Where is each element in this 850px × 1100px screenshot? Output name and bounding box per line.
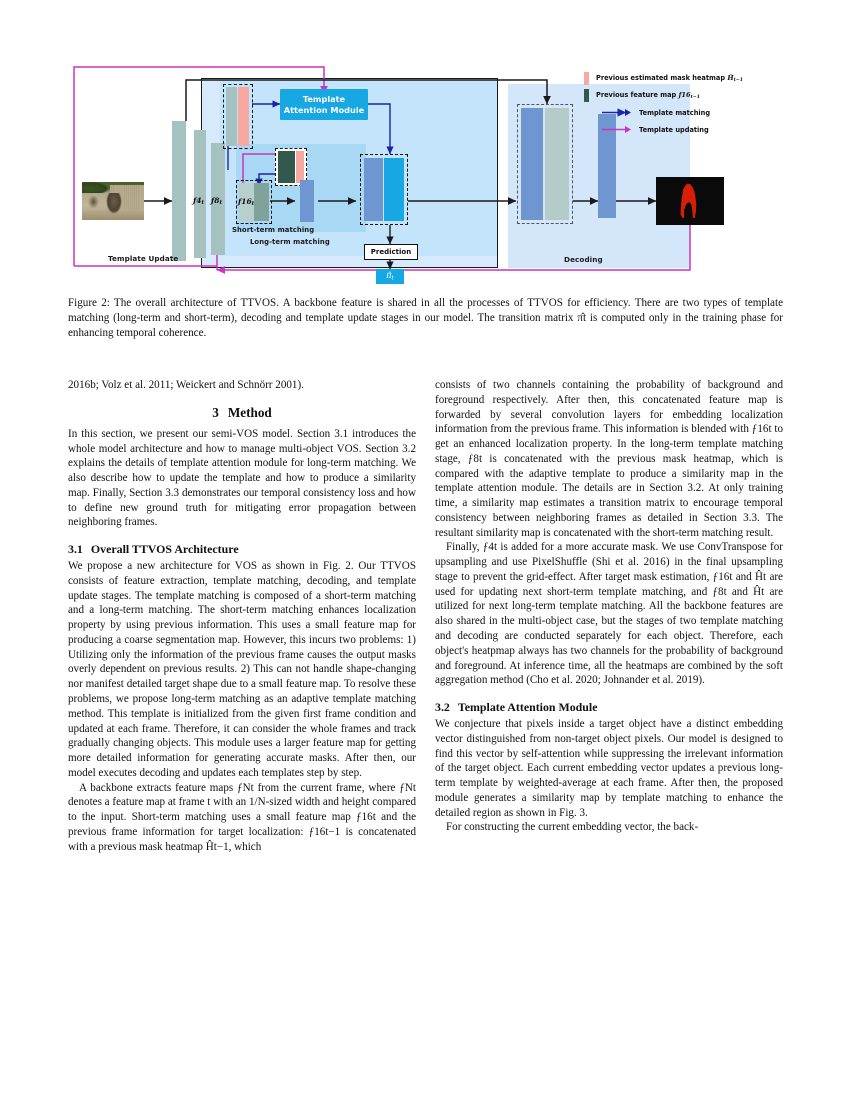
legend-swatch-prev-feature <box>584 89 589 102</box>
prediction-label: Prediction <box>370 248 412 256</box>
section-3-1-heading <box>68 542 416 557</box>
input-frame-image <box>82 182 144 220</box>
legend-row-prev-feature <box>584 87 784 104</box>
body-column-right <box>435 378 783 835</box>
paragraph-short-term-detail: consists of two channels containing the probability of background and foreground respectively. After then, this concatenated feature map is forwarded by several convolution layers for embedding localization information from the previous frame. This information is blended with ƒ16t to get an enhanced localization property. In the long-term template matching stage, ƒ8t is concatenated with the previous mask heatmap, which is compared with the adaptive template to produce a similarity map in the template attention module. The details are in Section 3.2. At only training time, a similarity map estimates a transition matrix to encourage temporal consistency between neighboring frames as detailed in Section 3.3. The resultant similarity map is concatenated with the short-term matching result. <box>435 379 783 539</box>
legend-label-prev-mask: Previous estimated mask heatmap $Ĥ_{t-1}$ <box>596 73 744 84</box>
method-intro-paragraph: In this section, we present our semi-VOS model. Section 3.1 introduces the whole model architecture and how to manage multi-object VOS. Section 3.2 explains the details of template attention module for long-term matching. We also describe how to update the template and how to produce a similarity map. Finally, Section 3.3 demonstrates our temporal consistency loss and how to define new ground truth for mitigating error propagation between neighboring frames. <box>68 427 416 529</box>
prev-mask-heatmap-slice <box>238 87 249 146</box>
pi-hat-label: $\pî_t$ <box>386 271 394 282</box>
template-attention-module-box[interactable] <box>280 89 368 120</box>
legend-label-prev-feature: Previous feature map $ƒ16_{t-1}$ <box>596 90 701 101</box>
tam-label-line1: Template Attention Module <box>283 94 365 115</box>
figure-2-caption <box>68 296 783 340</box>
legend-arrow-template-matching <box>602 106 632 119</box>
prev-feature-map-block <box>278 151 295 183</box>
section-3-number: 3 <box>212 404 219 420</box>
figure-canvas <box>68 58 783 288</box>
paragraph-decoding-detail: Finally, ƒ4t is added for a more accurate mask. We use ConvTranspose for upsampling and use PixelShuffle (Shi et al. 2016) in the final upsampling stage to prevent the grid-effect. After target mask estimation, ƒ16t and Ĥt are used for updating next short-term template matching, and ƒ8t and Ĥt are utilized for next long-term template matching. All the backbone features are also shared in the multi-object case, but the stages of two template matching and decoding are conducted separately for each object. Therefore, each object's heatpmap always has two channels for the probability of background and foreground. At inference time, all the heatmaps are combined by the soft aggregation method (Cho et al. 2020; Johnander et al. 2019). <box>435 541 783 687</box>
figure-legend <box>584 70 784 138</box>
transition-matrix-box <box>376 269 404 284</box>
segmented-object-shape <box>679 183 699 219</box>
legend-label-template-updating: Template updating <box>639 125 709 134</box>
legend-row-template-updating <box>584 121 784 138</box>
decoder-skip-block <box>545 108 569 220</box>
matching-result-block <box>300 180 314 222</box>
prediction-box[interactable] <box>364 244 418 260</box>
section-3-2-heading <box>435 700 783 715</box>
section-3-1-number: 3.1 <box>68 542 83 557</box>
section-3-1-title: Overall TTVOS Architecture <box>90 542 239 557</box>
feature-map-f4-label: $ƒ4_t$ <box>193 196 204 207</box>
section-3-2-title: Template Attention Module <box>457 700 598 715</box>
similarity-map-block <box>384 158 404 221</box>
section-3-title: Method <box>227 404 272 420</box>
template-update-label: Template Update <box>108 254 179 263</box>
backbone-feature-column <box>172 121 186 261</box>
decoding-label: Decoding <box>564 255 603 264</box>
legend-swatch-prev-mask <box>584 72 589 85</box>
long-term-matching-label: Long-term matching <box>250 238 330 246</box>
section-3-heading <box>68 405 416 421</box>
body-column-left <box>68 378 416 854</box>
prev-heatmap-block <box>296 151 304 183</box>
short-term-matching-label: Short-term matching <box>232 226 315 234</box>
output-mask-image <box>656 177 724 225</box>
legend-arrow-template-updating <box>602 123 632 136</box>
legend-row-prev-mask <box>584 70 784 87</box>
decoder-input-block <box>521 108 543 220</box>
prev-f16-feature-small <box>254 183 269 221</box>
feature-map-f4 <box>194 130 206 258</box>
short-term-map-block <box>364 158 383 221</box>
paragraph-3-1-backbone: A backbone extracts feature maps ƒNt from the current frame, where ƒNt denotes a feature map at frame t with an 1/N-sized width and height compared to the input. Short-term matching uses a small feature map ƒ16t and the previous frame information for target localization: ƒ16t−1 is concatenated with a previous mask heatmap Ĥt−1, which <box>68 781 416 853</box>
paragraph-3-1-architecture: We propose a new architecture for VOS as shown in Fig. 2. Our TTVOS consists of feature extraction, template matching, decoding, and template update stages. The template matching is composed of a short-term matching and a long-term matching. The short-term matching enhances localization property by using previous information. This uses a small feature map for producing a coarse segmentation map. However, this incurs two problems: 1) Utilizing only the information of the previous frame causes the output masks overly dependent on previous results. 2) This can not handle shape-changing nor manifest detailed target shape due to a small feature map. To resolve these problems, we propose long-term matching as an adaptive template matching method. This template is initialized from the given first frame condition and updated at each frame. Therefore, it can consider the whole frames and track gradually changing objects. This module uses a larger feature map for getting more detailed information for generating accurate masks. After then, our model executes decoding and updates each templates step by step. <box>68 560 416 779</box>
paragraph-3-2-embedding: For constructing the current embedding vector, the back- <box>446 821 699 834</box>
feature-map-f16-label: $ƒ16_t$ <box>238 197 255 208</box>
f8-template-slice <box>226 87 237 146</box>
paragraph-3-2-conjecture: We conjecture that pixels inside a target object have a distinct embedding vector distinguished from non-target object pixels. Our model is designed to find this vector by self-attention while suppressing the irrelevant information of the target object. Each current embedding vector updates a previous long-term template by weighted-average at each frame. After then, the proposed module generates a similarity map by template matching to enhance the detailed region as shown in Fig. 3. <box>435 718 783 819</box>
citation-tail-paragraph: 2016b; Volz et al. 2011; Weickert and Schnörr 2001). <box>68 379 304 391</box>
feature-map-f8-label: $ƒ8_t$ <box>211 196 222 207</box>
figure-2-architecture <box>68 58 783 288</box>
legend-row-template-matching <box>584 104 784 121</box>
legend-label-template-matching: Template matching <box>639 108 711 117</box>
figure-caption-text: Figure 2: The overall architecture of TTVOS. A backbone feature is shared in all the processes of TTVOS for efficiency. There are two types of template matching (long-term and short-term), decoding and template update stages in our model. The transition matrix π̂t is computed only in the training phase for enhancing temporal coherence. <box>68 297 783 339</box>
section-3-2-number: 3.2 <box>435 700 450 715</box>
